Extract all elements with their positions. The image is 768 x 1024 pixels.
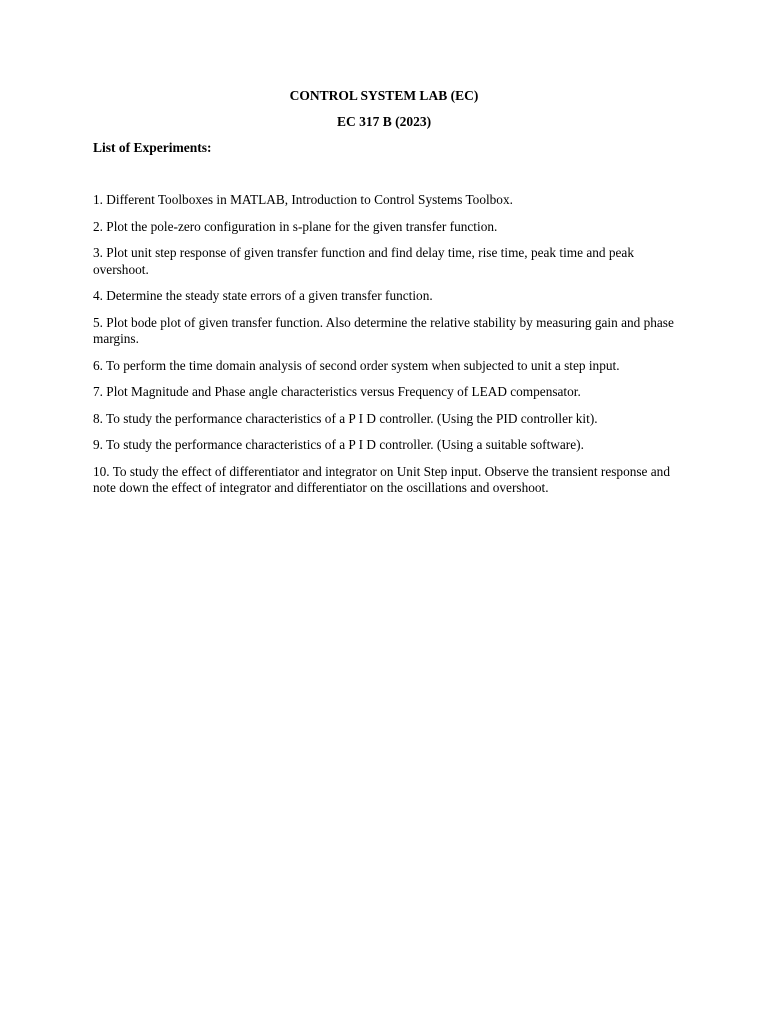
experiment-item-5: 5. Plot bode plot of given transfer function. Also determine the relative stability by measuring gain and phase margins. — [93, 314, 674, 346]
experiment-list — [93, 192, 683, 507]
course-code: EC 317 B (2023) — [336, 114, 432, 129]
experiment-item-1: 1. Different Toolboxes in MATLAB, Introduction to Control Systems Toolbox. — [93, 192, 513, 207]
experiment-item-3: 3. Plot unit step response of given transfer function and find delay time, rise time, peak time and peak overshoot. — [93, 245, 634, 277]
experiment-item-9: 9. To study the performance characteristics of a P I D controller. (Using a suitable software). — [93, 437, 584, 452]
list-heading: List of Experiments: — [93, 140, 212, 155]
document-title: CONTROL SYSTEM LAB (EC) — [289, 88, 479, 103]
experiment-item-6: 6. To perform the time domain analysis of second order system when subjected to unit a step input. — [93, 357, 620, 373]
experiment-item-10: 10. To study the effect of differentiator and integrator on Unit Step input. Observe the transient response and note down the effect of integrator and differentiator on the oscillations and overshoot. — [93, 463, 670, 495]
experiment-item-7: 7. Plot Magnitude and Phase angle characteristics versus Frequency of LEAD compensator. — [93, 384, 581, 399]
experiment-item-2: 2. Plot the pole-zero configuration in s-plane for the given transfer function. — [93, 218, 498, 234]
experiment-item-8: 8. To study the performance characteristics of a P I D controller. (Using the PID controller kit). — [93, 410, 598, 426]
experiment-item-4: 4. Determine the steady state errors of a given transfer function. — [93, 288, 433, 303]
